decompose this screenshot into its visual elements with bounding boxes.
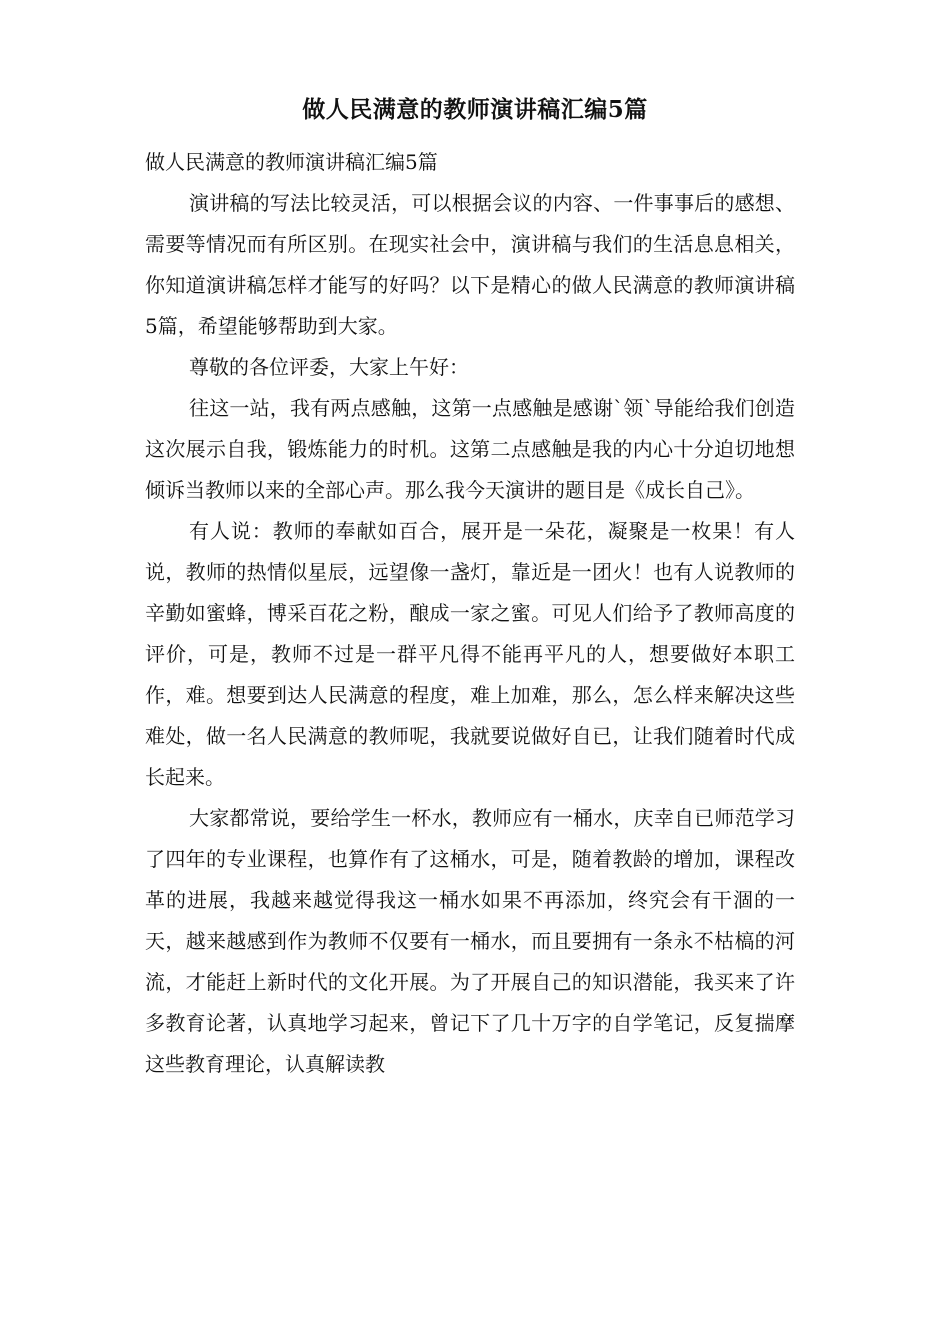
intro-paragraph: 演讲稿的写法比较灵活，可以根据会议的内容、一件事事后的感想、需要等情况而有所区别。在现实社会中，演讲稿与我们的生活息息相关，你知道演讲稿怎样才能写的好吗？以下是精心的做人民满意的教师演讲稿5篇，希望能够帮助到大家。 [145, 191, 795, 338]
subtitle-paragraph: 做人民满意的教师演讲稿汇编5篇 [145, 150, 438, 174]
document-body [145, 142, 795, 1085]
body-paragraph-3: 大家都常说，要给学生一杯水，教师应有一桶水，庆幸自已师范学习了四年的专业课程，也算作有了这桶水，可是，随着教龄的增加，课程改革的进展，我越来越觉得我这一桶水如果不再添加，终究会有干涸的一天，越来越感到作为教师不仅要有一桶水，而且要拥有一条永不枯槁的河流，才能赶上新时代的文化开展。为了开展自己的知识潜能，我买来了许多教育论著，认真地学习起来，曾记下了几十万字的自学笔记，反复揣摩这些教育理论，认真解读教 [145, 806, 795, 1076]
document-title: 做人民满意的教师演讲稿汇编5篇 [302, 96, 648, 123]
greeting-paragraph: 尊敬的各位评委，大家上午好： [189, 355, 469, 379]
body-paragraph-1: 往这一站，我有两点感触，这第一点感触是感谢`领`导能给我们创造这次展示自我，锻炼能力的时机。这第二点感触是我的内心十分迫切地想倾诉当教师以来的全部心声。那么我今天演讲的题目是《成长自己》。 [145, 396, 795, 502]
body-paragraph-2: 有人说：教师的奉献如百合，展开是一朵花，凝聚是一枚果！有人说，教师的热情似星辰，远望像一盏灯，靠近是一团火！也有人说教师的辛勤如蜜蜂，博采百花之粉，酿成一家之蜜。可见人们给予了教师高度的评价，可是，教师不过是一群平凡得不能再平凡的人，想要做好本职工作，难。想要到达人民满意的程度，难上加难，那么，怎么样来解决这些难处，做一名人民满意的教师呢，我就要说做好自已，让我们随着时代成长起来。 [145, 519, 795, 789]
